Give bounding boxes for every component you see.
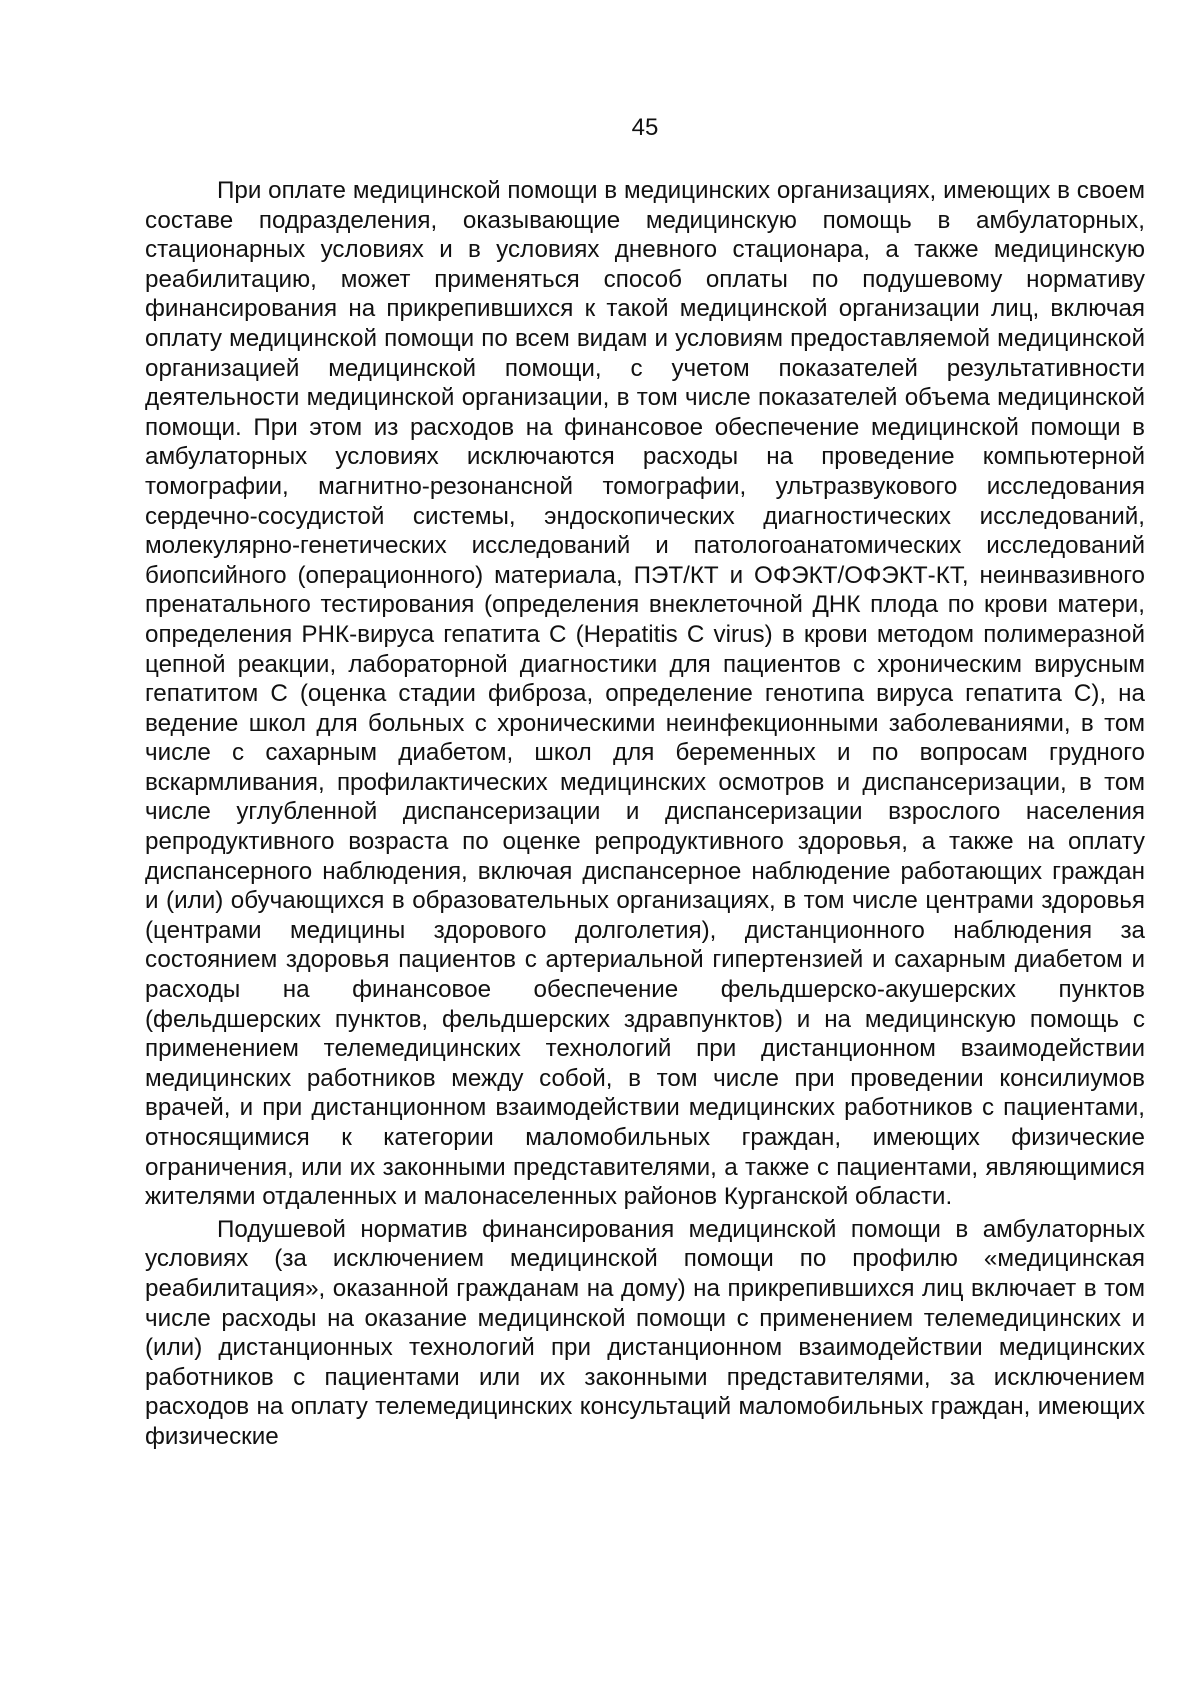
- paragraph-per-capita-standard: Подушевой норматив финансирования медицинской помощи в амбулаторных условиях (за исключением медицинской помощи по профилю «медицинская реабилитация», оказанной гражданам на дому) на прикрепившихся лиц включает в том числе расходы на оказание медицинской помощи с применением телемедицинских и (или) дистанционных технологий при дистанционном взаимодействии медицинских работников с пациентами или их законными представителями, за исключением расходов на оплату телемедицинских консультаций маломобильных граждан, имеющих физические: [145, 1215, 1145, 1450]
- page-number: 45: [631, 114, 659, 141]
- document-body: [145, 176, 1145, 1452]
- paragraph-payment-method: При оплате медицинской помощи в медицинских организациях, имеющих в своем составе подразделения, оказывающие медицинскую помощь в амбулаторных, стационарных условиях и в условиях дневного стационара, а также медицинскую реабилитацию, может применяться способ оплаты по подушевому нормативу финансирования на прикрепившихся к такой медицинской организации лиц, включая оплату медицинской помощи по всем видам и условиям предоставляемой медицинской организацией медицинской помощи, с учетом показателей результативности деятельности медицинской организации, в том числе показателей объема медицинской помощи. При этом из расходов на финансовое обеспечение медицинской помощи в амбулаторных условиях исключаются расходы на проведение компьютерной томографии, магнитно-резонансной томографии, ультразвукового исследования сердечно-сосудистой системы, эндоскопических диагностических исследований, молекулярно-генетических исследований и патологоанатомических исследований биопсийного (операционного) материала, ПЭТ/КТ и ОФЭКТ/ОФЭКТ-КТ, неинвазивного пренатального тестирования (определения внеклеточной ДНК плода по крови матери, определения РНК-вируса гепатита С (Hepatitis C virus) в крови методом полимеразной цепной реакции, лабораторной диагностики для пациентов с хроническим вирусным гепатитом С (оценка стадии фиброза, определение генотипа вируса гепатита С), на ведение школ для больных с хроническими неинфекционными заболеваниями, в том числе с сахарным диабетом, школ для беременных и по вопросам грудного вскармливания, профилактических медицинских осмотров и диспансеризации, в том числе углубленной диспансеризации и диспансеризации взрослого населения репродуктивного возраста по оценке репродуктивного здоровья, а также на оплату диспансерного наблюдения, включая диспансерное наблюдение работающих граждан и (или) обучающихся в образовательных организациях, в том числе центрами здоровья (центрами медицины здорового долголетия), дистанционного наблюдения за состоянием здоровья пациентов с артериальной гипертензией и сахарным диабетом и расходы на финансовое обеспечение фельдшерско-акушерских пунктов (фельдшерских пунктов, фельдшерских здравпунктов) и на медицинскую помощь с применением телемедицинских технологий при дистанционном взаимодействии медицинских работников между собой, в том числе при проведении консилиумов врачей, и при дистанционном взаимодействии медицинских работников с пациентами, относящимися к категории маломобильных граждан, имеющих физические ограничения, или их законными представителями, а также с пациентами, являющимися жителями отдаленных и малонаселенных районов Курганской области.: [145, 177, 1145, 1211]
